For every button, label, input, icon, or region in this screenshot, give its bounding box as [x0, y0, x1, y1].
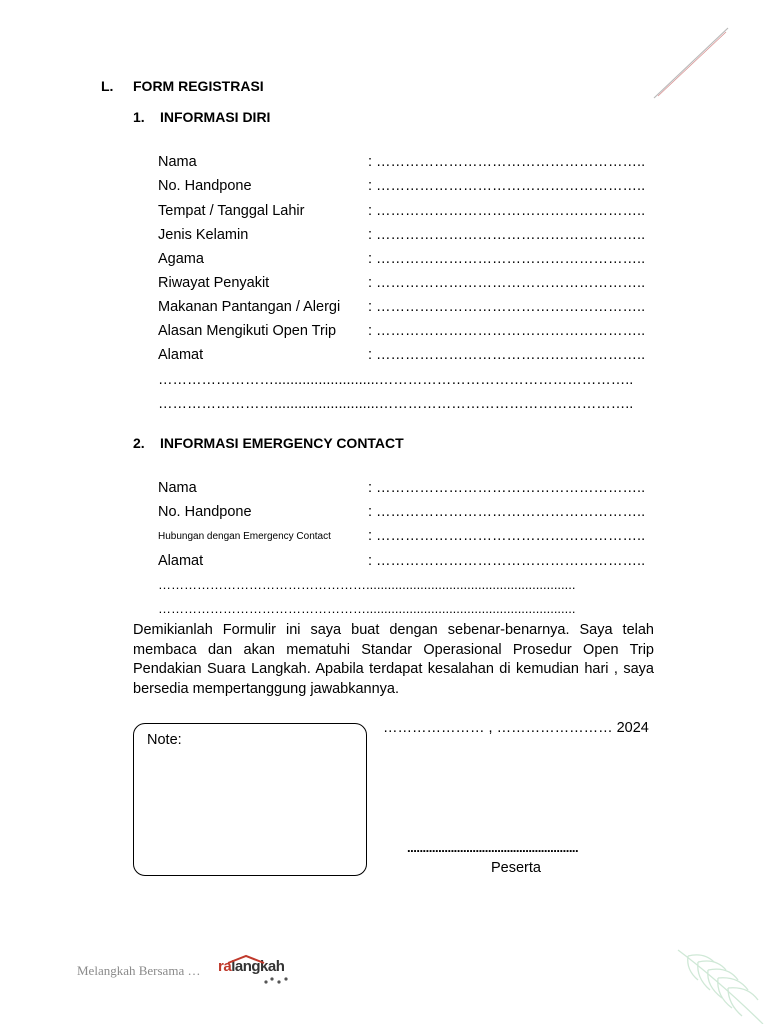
emergency-address-line[interactable]: ………………………………………….......................................................... — [158, 601, 576, 616]
emergency-input-nama[interactable]: : ……………………………………………….. — [368, 480, 646, 496]
subsection-2-title: INFORMASI EMERGENCY CONTACT — [160, 435, 404, 451]
roof-icon — [226, 954, 266, 964]
field-input-alergi[interactable]: : ……………………………………………….. — [368, 299, 646, 315]
emergency-input-hubungan[interactable]: : ……………………………………………….. — [368, 528, 646, 544]
leaf-icon — [668, 940, 768, 1024]
field-label-nama: Nama — [158, 154, 197, 170]
emergency-input-handpone[interactable]: : ……………………………………………….. — [368, 504, 646, 520]
emergency-address-line[interactable]: ………………………………………….......................................................... — [158, 577, 576, 592]
field-input-alamat[interactable]: : ……………………………………………….. — [368, 347, 646, 363]
signature-label: Peserta — [491, 860, 541, 876]
field-label-riwayat-penyakit: Riwayat Penyakit — [158, 275, 270, 291]
field-input-agama[interactable]: : ……………………………………………….. — [368, 251, 646, 267]
signature-line[interactable]: ....................................................... — [407, 840, 579, 855]
section-number: L. — [101, 78, 114, 94]
field-input-alasan[interactable]: : ……………………………………………….. — [368, 323, 646, 339]
emergency-input-alamat[interactable]: : ……………………………………………….. — [368, 553, 646, 569]
date-line[interactable]: ………………… , …………………… 2024 — [383, 720, 649, 736]
logo-text: langkah — [231, 958, 285, 975]
field-input-ttl[interactable]: : ……………………………………………….. — [368, 203, 646, 219]
field-input-handpone[interactable]: : ……………………………………………….. — [368, 178, 646, 194]
footsteps-icon — [262, 976, 292, 986]
field-input-jenis-kelamin[interactable]: : ……………………………………………….. — [368, 227, 646, 243]
subsection-2-number: 2. — [133, 435, 145, 451]
logo-prefix: ra — [218, 958, 232, 975]
field-label-alasan: Alasan Mengikuti Open Trip — [158, 323, 337, 339]
field-label-alamat: Alamat — [158, 347, 204, 363]
emergency-label-hubungan: Hubungan dengan Emergency Contact — [158, 531, 331, 542]
field-label-jenis-kelamin: Jenis Kelamin — [158, 227, 249, 243]
address-line[interactable]: ……………………..........................…………………………………………….. — [158, 372, 634, 388]
emergency-label-nama: Nama — [158, 480, 197, 496]
field-input-riwayat-penyakit[interactable]: : ……………………………………………….. — [368, 275, 646, 291]
field-label-ttl: Tempat / Tanggal Lahir — [158, 203, 305, 219]
note-box[interactable] — [133, 723, 367, 876]
statement-paragraph: Demikianlah Formulir ini saya buat dengan sebenar-benarnya. Saya telah membaca dan akan mematuhi Standar Operasional Prosedur Open Trip Pendakian Suara Langkah. Apabila terdapat kesalahan di kemudian hari , saya bersedia mempertanggung jawabkannya. — [133, 622, 654, 697]
subsection-1-number: 1. — [133, 109, 145, 125]
emergency-label-handpone: No. Handpone — [158, 504, 252, 520]
address-line[interactable]: ……………………..........................…………………………………………….. — [158, 396, 634, 412]
subsection-1-title: INFORMASI DIRI — [160, 109, 271, 125]
decorative-stroke-icon — [640, 20, 740, 110]
emergency-label-alamat: Alamat — [158, 553, 204, 569]
field-label-alergi: Makanan Pantangan / Alergi — [158, 299, 341, 315]
note-label: Note: — [147, 732, 182, 748]
section-title: FORM REGISTRASI — [133, 78, 264, 94]
field-label-agama: Agama — [158, 251, 204, 267]
field-input-nama[interactable]: : ……………………………………………….. — [368, 154, 646, 170]
field-label-handpone: No. Handpone — [158, 178, 252, 194]
footer-tagline: Melangkah Bersama … — [77, 963, 201, 978]
